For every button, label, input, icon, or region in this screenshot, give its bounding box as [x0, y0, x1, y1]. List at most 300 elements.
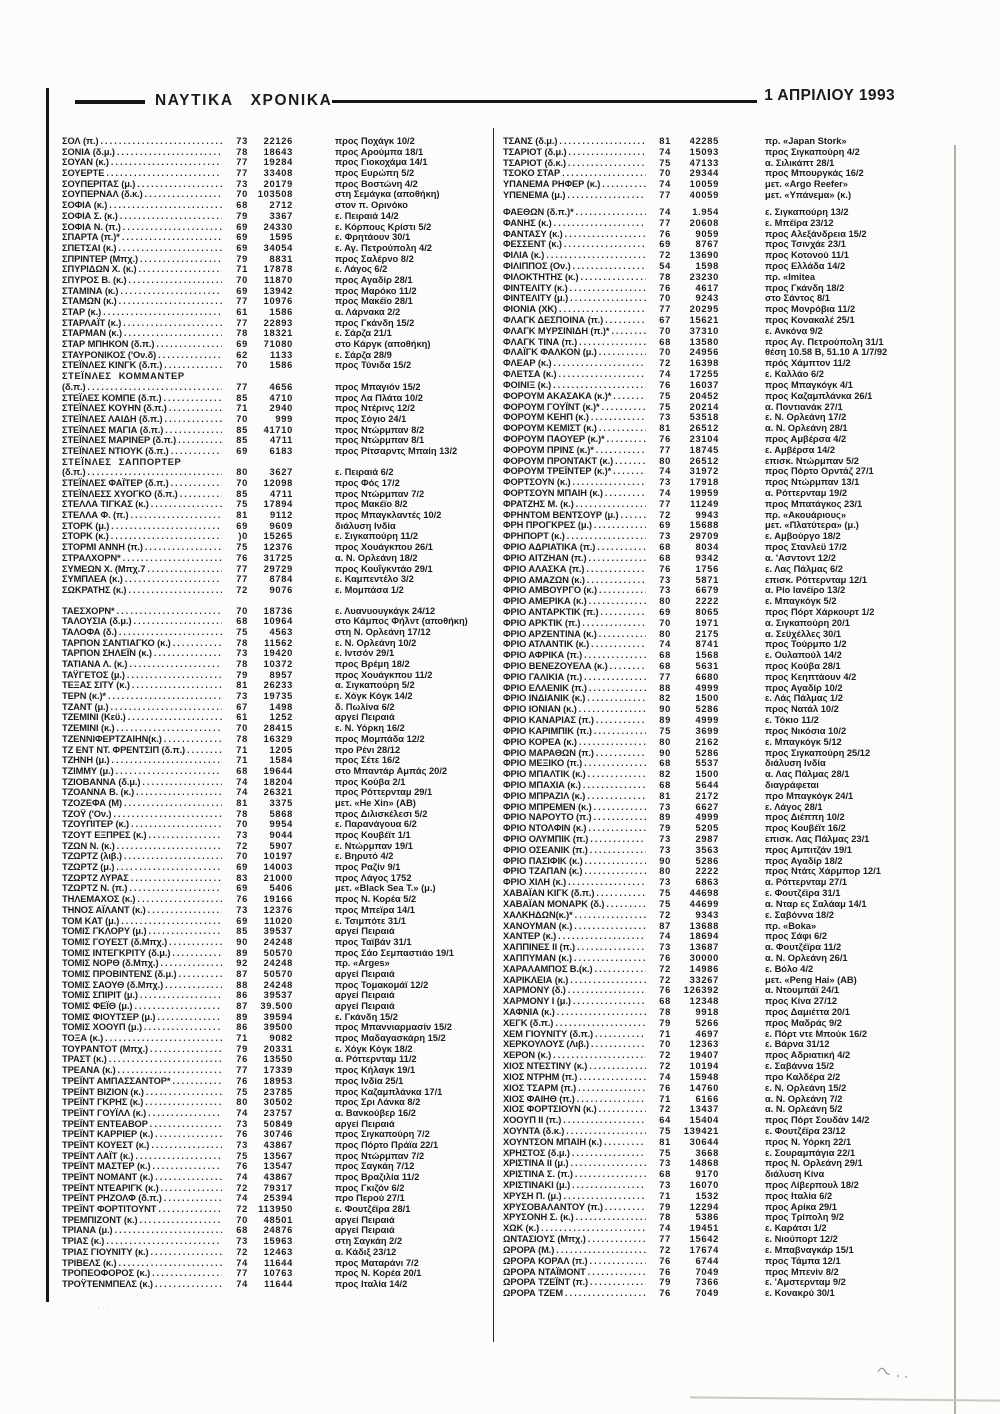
tonnage-cell: 5286 — [695, 747, 719, 758]
ship-name: ΤΑΫΓΕΤΟΣ (μ.) — [62, 669, 125, 680]
tonnage-cell: 4656 — [269, 381, 293, 392]
tonnage-cell: 6183 — [269, 445, 293, 456]
tonnage-cell: 5868 — [269, 808, 293, 819]
tonnage-cell: 24248 — [263, 936, 293, 947]
year-cell: 72 — [659, 1104, 671, 1115]
tonnage-cell: 9112 — [270, 510, 293, 521]
ship-name: ΦΡΙΟ ΟΣΕΑΝΙΚ (π.) — [503, 844, 588, 855]
destination-cell: προς Ντώρμπαν 8/1 — [335, 435, 425, 446]
year-cell: 79 — [659, 823, 671, 834]
table-row — [62, 819, 494, 830]
tonnage-cell: 16398 — [689, 358, 719, 369]
tonnage-cell: 1205 — [269, 744, 293, 755]
tonnage-cell: 5266 — [695, 1017, 719, 1028]
year-cell: 73 — [236, 904, 248, 915]
table-row — [503, 1083, 943, 1094]
destination-cell: προς Μπαγκλαντές 10/2 — [335, 510, 442, 521]
ship-name: ΣΩΚΡΑΤΗΣ (κ.) — [62, 584, 127, 595]
tonnage-cell: 5406 — [269, 883, 293, 894]
year-cell: 72 — [659, 1061, 671, 1072]
ship-name: ΦΡΙΟ ΑΝΤΑΡΚΤΙΚ (π.) — [503, 606, 599, 617]
destination-cell: ε. Τόκιο 11/2 — [765, 715, 819, 726]
dot-leader — [561, 1115, 646, 1126]
table-row — [503, 564, 943, 575]
destination-cell: πρ. «Imitea — [765, 271, 816, 282]
table-row — [62, 712, 494, 723]
ship-name: ΤΡΕΪΝΤ ΑΜΠΑΣΣΑΝΤΟΡ* — [62, 1075, 171, 1086]
dot-leader — [129, 873, 222, 884]
table-row — [503, 780, 943, 791]
destination-cell: α. Ρόττερνταμ 19/2 — [765, 488, 848, 498]
year-cell: 77 — [236, 1268, 248, 1279]
dot-leader — [575, 942, 646, 953]
table-row — [62, 894, 494, 905]
destination-cell: προς Ν. Κορέα 5/2 — [335, 894, 417, 905]
tonnage-cell: 37310 — [689, 325, 719, 336]
ship-name: ΣΤΟΡΜΙ ΑΝΝΗ (π.) — [62, 542, 143, 553]
dot-leader — [119, 916, 222, 927]
tonnage-cell: 3367 — [269, 210, 293, 221]
ship-name: ΤΡΕΪΝΤ ΜΑΣΤΕΡ (κ.) — [62, 1161, 151, 1172]
section-gap — [62, 596, 494, 606]
table-row — [503, 985, 943, 996]
dot-leader — [121, 553, 222, 564]
table-row — [62, 841, 494, 852]
destination-cell: προ Καλδέρα 2/2 — [765, 1071, 841, 1082]
dot-leader — [151, 1161, 223, 1172]
year-cell: 90 — [659, 704, 671, 715]
table-row — [62, 553, 494, 564]
year-cell: 70 — [236, 723, 248, 734]
ship-name: ΧΙΟΣ ΦΟΡΤΣΙΟΥΝ (κ.) — [503, 1104, 597, 1115]
year-cell: 74 — [236, 1257, 248, 1268]
year-cell: 79 — [659, 1277, 671, 1288]
dot-leader — [557, 136, 646, 147]
dot-leader — [563, 1288, 646, 1299]
destination-cell: πρ. «Boka» — [765, 920, 817, 931]
destination-cell: προς Τρίπολη 9/2 — [765, 1212, 844, 1223]
year-cell: 71 — [236, 264, 248, 275]
tonnage-cell: 53518 — [689, 412, 719, 423]
dot-leader — [159, 958, 222, 969]
year-cell: 77 — [236, 168, 248, 179]
table-row — [503, 218, 943, 229]
destination-cell: προς Ματαράνι 7/2 — [335, 1257, 419, 1268]
dot-leader — [146, 1108, 222, 1119]
destination-cell: α. Σιλικάπτ 28/1 — [765, 157, 835, 168]
dot-leader — [104, 1236, 222, 1247]
ship-name: ΦΑΕΘΩΝ (δ.π.)* — [503, 206, 574, 217]
ship-name: ΦΡΙΟ ΚΑΝΑΡΙΑΣ (π.) — [503, 715, 594, 726]
table-row — [62, 1225, 494, 1236]
tonnage-cell: 24876 — [263, 1225, 293, 1236]
year-cell: 68 — [659, 650, 671, 661]
tonnage-cell: 17255 — [689, 369, 719, 380]
year-cell: 73 — [659, 531, 671, 542]
destination-cell: προς Μαδράς 9/2 — [765, 1017, 842, 1028]
tonnage-cell: 15265 — [263, 531, 293, 542]
dot-leader — [573, 910, 646, 921]
ship-name: ΧΑΦΝΙΑ (κ.) — [503, 1007, 555, 1017]
tonnage-cell: 42285 — [689, 136, 719, 146]
ship-name: ΧΙΟΣ ΤΣΑΡΜ (π.) — [503, 1082, 577, 1093]
destination-cell: α. Βανκούβερ 16/2 — [335, 1107, 416, 1118]
ship-name: ΧΑΒΑΪΑΝ ΚΙΓΚ (δ.π.) — [503, 888, 595, 899]
tonnage-cell: 15093 — [689, 146, 719, 157]
table-row — [503, 358, 943, 369]
table-row — [62, 638, 494, 649]
destination-cell: προς Χουάγκπου 11/2 — [335, 669, 433, 680]
dot-leader — [153, 1129, 222, 1140]
year-cell: 87 — [236, 968, 248, 979]
year-cell: 76 — [659, 379, 671, 390]
ship-name: ΣΤΑΡΛΑΪΤ (κ.) — [62, 317, 122, 328]
tonnage-cell: 26321 — [263, 787, 293, 798]
tonnage-cell: 40059 — [689, 190, 719, 201]
ship-name: ΦΙΝΤΕΛΙΤΥ (μ.) — [503, 293, 569, 304]
table-row — [62, 734, 494, 745]
destination-cell: προς Καζαμπλάνκα 17/1 — [335, 1086, 443, 1097]
dot-leader — [587, 683, 646, 694]
ship-name: ΧΙΟΣ ΦΑΙΗΘ (π.) — [503, 1093, 575, 1104]
year-cell: 68 — [659, 542, 671, 553]
destination-cell: στο Σάντος 8/1 — [765, 293, 830, 304]
table-row — [503, 283, 943, 294]
table-row — [62, 1129, 494, 1140]
table-row — [503, 975, 943, 986]
dot-leader — [551, 380, 646, 391]
destination-cell: προς Καζαμπλάνκα 26/1 — [765, 390, 873, 401]
destination-cell: προς Τύνιδα 15/2 — [335, 360, 412, 371]
ship-name: ΣΤΕΪΝΛΕΣ ΜΑΡΙΝΕΡ (δ.π.) — [62, 435, 177, 446]
ship-name: ΤΡΑΣΤ (κ.) — [62, 1054, 107, 1065]
tonnage-cell: 13687 — [689, 942, 719, 953]
table-row — [62, 670, 494, 681]
table-row — [503, 888, 943, 899]
destination-cell: αργεί Πειραιά — [335, 990, 395, 1001]
dot-leader — [107, 200, 222, 211]
tonnage-cell: 50849 — [263, 1118, 293, 1129]
tonnage-cell: 39.500 — [260, 1001, 293, 1011]
destination-cell: πρός Χάμπτον 11/2 — [765, 358, 851, 369]
table-row — [62, 371, 494, 382]
table-row — [503, 1223, 943, 1234]
ship-name: ΥΠΕΝΕΜΑ (μ.) — [503, 190, 566, 201]
year-cell: 64 — [659, 1115, 671, 1126]
year-cell: 76 — [236, 1075, 248, 1086]
tonnage-cell: 39500 — [263, 1022, 293, 1033]
left-page-border — [46, 88, 49, 1302]
year-cell: 76 — [236, 1161, 248, 1172]
dot-leader — [117, 1258, 223, 1269]
dot-leader — [135, 179, 222, 190]
dot-leader — [567, 147, 646, 158]
dot-leader — [598, 607, 646, 618]
dot-leader — [126, 585, 222, 596]
destination-cell: ε. Αγ. Πετρούπολη 4/2 — [335, 242, 432, 253]
table-row — [503, 1039, 943, 1050]
table-row — [503, 1191, 943, 1202]
year-cell: 70 — [236, 413, 248, 424]
table-row — [503, 1245, 943, 1256]
ship-name: ΦΡΙΟ ΜΠΡΕΜΕΝ (κ.) — [503, 801, 592, 812]
tonnage-cell: 24248 — [263, 979, 293, 990]
destination-cell: α. Κάδιξ 23/12 — [335, 1246, 397, 1257]
tonnage-cell: 39594 — [263, 1011, 293, 1022]
dot-leader — [586, 553, 646, 564]
dot-leader — [544, 250, 646, 261]
tonnage-cell: 12376 — [263, 904, 293, 915]
ship-name: ΣΤΕΪΝΛΕΣ ΜΑΓΙΑ (δ.π.) — [62, 424, 164, 435]
table-row — [62, 222, 494, 233]
tonnage-cell: 26512 — [689, 423, 719, 434]
year-cell: 73 — [236, 1118, 248, 1129]
destination-cell: προς Μομπάδα 12/2 — [335, 733, 425, 744]
table-row — [503, 921, 943, 932]
ship-name: ΤΟΜΙΣ ΠΡΟΒΙΝΤΕΝΣ (δ.μ.) — [62, 968, 177, 979]
ship-name: ΤΖΗΝΗ (μ.) — [62, 755, 110, 766]
fleet-list-column-1 — [62, 136, 494, 1290]
dot-leader — [539, 1223, 646, 1234]
tonnage-cell: 9170 — [695, 1169, 719, 1180]
dot-leader — [593, 1029, 646, 1040]
ship-name: ΧΑΡΙΚΛΕΙΑ (κ.) — [503, 974, 569, 985]
ship-name: ΦΡΙΟ ΑΡΖΕΝΤΙΝΑ (κ.) — [503, 628, 597, 639]
year-cell: 79 — [236, 1043, 248, 1054]
ship-name: ΣΟΥΑΝ (κ.) — [62, 157, 109, 168]
dot-leader — [125, 670, 222, 681]
tonnage-cell: 8065 — [695, 606, 719, 617]
destination-cell: προς Χουάγκπου 26/1 — [335, 542, 433, 553]
dot-leader — [594, 445, 646, 456]
year-cell: 75 — [236, 542, 248, 553]
year-cell: 69 — [236, 339, 248, 350]
year-cell: 71 — [659, 1028, 671, 1039]
dot-leader — [586, 823, 646, 834]
destination-cell: στο Κάμπος Φήλντ (αποθήκη) — [335, 616, 468, 627]
ship-name: ΣΤΑΡ (κ.) — [62, 307, 102, 317]
dot-leader — [162, 1193, 222, 1204]
dot-leader — [595, 542, 646, 553]
destination-cell: ε. Κονακρύ 30/1 — [765, 1288, 835, 1299]
year-cell: 85 — [236, 488, 248, 499]
tonnage-cell: 19451 — [689, 1223, 719, 1234]
table-row — [62, 296, 494, 307]
destination-cell: ε. Λάγος 6/2 — [335, 264, 388, 275]
ship-name: ΣΤΕΪΝΛΕΣ ΚΟΥΗΝ (δ.π.) — [62, 403, 167, 414]
year-cell: 89 — [659, 812, 671, 823]
ship-name: ΦΡΗ ΠΡΟΓΚΡΕΣ (μ.) — [503, 520, 592, 531]
ship-name: ΤΡΟΫΤΕΝΜΠΕΛΣ (κ.) — [62, 1278, 153, 1289]
tonnage-cell: 9044 — [269, 830, 293, 840]
table-row — [62, 1097, 494, 1108]
ship-name: ΦΡΙΟ ΜΑΡΑΘΩΝ (π.) — [503, 747, 594, 758]
year-cell: 80 — [659, 736, 671, 747]
dot-leader — [597, 423, 646, 434]
destination-cell: α. Νταρ ες Σαλάαμ 14/1 — [765, 898, 867, 909]
dot-leader — [560, 168, 646, 179]
dot-leader — [582, 758, 646, 769]
ship-name: ΧΑΡΜΟΝΥ (δ.) — [503, 985, 566, 996]
tonnage-cell: 39537 — [263, 926, 293, 937]
table-row — [62, 1065, 494, 1076]
table-row — [503, 748, 943, 759]
ship-name: ΦΡΙΟ ΚΟΡΕΑ (κ.) — [503, 736, 577, 747]
dot-leader — [117, 627, 222, 638]
table-row — [503, 229, 943, 240]
year-cell: 78 — [236, 808, 248, 819]
destination-cell: προς Βοστώνη 4/2 — [335, 178, 418, 189]
dot-leader — [557, 304, 646, 315]
tonnage-cell: 4711 — [270, 488, 293, 499]
dot-leader — [572, 953, 646, 964]
ship-name: ΤΖΩΝ Ν. (κ.) — [62, 840, 115, 851]
tonnage-cell: 9343 — [695, 909, 719, 920]
year-cell: 74 — [659, 146, 671, 157]
ship-name: ΤΖΑΝΤ (μ.) — [62, 701, 109, 712]
year-cell: 73 — [236, 691, 248, 702]
tonnage-cell: 1133 — [270, 349, 293, 360]
tonnage-cell: 29344 — [689, 168, 719, 179]
ship-name: ΣΠΕΤΣΑΙ (κ.) — [62, 242, 117, 253]
table-row — [503, 639, 943, 650]
year-cell: 73 — [659, 1158, 671, 1169]
destination-cell: ε. Ιντσόν 29/1 — [335, 648, 395, 659]
tonnage-cell: 71080 — [263, 339, 293, 350]
dot-leader — [103, 1033, 222, 1044]
tonnage-cell: 20214 — [689, 401, 719, 412]
destination-cell: ε. Νιούπορτ 12/2 — [765, 1234, 838, 1245]
dot-leader — [167, 937, 222, 948]
dot-leader — [131, 616, 222, 627]
destination-cell: μετ. «Πλατύτερα» (μ.) — [765, 520, 859, 531]
tonnage-cell: 5537 — [695, 758, 719, 769]
tonnage-cell: 17878 — [263, 264, 293, 275]
year-cell: 86 — [236, 1022, 248, 1033]
dot-leader — [137, 1215, 222, 1226]
table-row — [62, 243, 494, 254]
ship-name: ΦΡΙΟ ΙΝΔΙΑΝΙΚ (κ.) — [503, 693, 586, 704]
table-row — [503, 1202, 943, 1213]
destination-cell: ε. Βάρνα 31/12 — [765, 1039, 830, 1050]
destination-cell: ε. Λάγος 28/1 — [765, 801, 823, 812]
ship-name: ΤΗΝΟΣ ΑΪΛΑΝΤ (κ.) — [62, 904, 146, 915]
ship-name: ΦΡΗΠΟΡΤ (κ.) — [503, 531, 565, 542]
table-row — [62, 1215, 494, 1226]
destination-cell: προς Σαγκάη 7/12 — [335, 1161, 415, 1172]
ship-name: ΧΑΒΑΪΑΝ ΜΟΝΑΡΚ (δ.) — [503, 898, 605, 909]
destination-cell: διάλυση Ινδία — [765, 758, 826, 769]
tonnage-cell: 18953 — [263, 1075, 293, 1086]
year-cell: 71 — [236, 403, 248, 414]
year-cell: 68 — [236, 765, 248, 776]
destination-cell: προς Γκιζόν 6/2 — [335, 1182, 405, 1193]
tonnage-cell: 6679 — [695, 585, 719, 596]
destination-cell: αργεί Πειραιά — [335, 1118, 395, 1129]
table-row — [503, 877, 943, 888]
ship-name: ΦΛΑΓΚ ΤΙΝΑ (π.) — [503, 336, 578, 347]
dot-leader — [587, 1061, 646, 1072]
destination-cell: αργεί Πειραιά — [335, 926, 395, 937]
dot-leader — [115, 723, 222, 734]
dot-leader — [109, 521, 222, 532]
year-cell: 82 — [659, 693, 671, 704]
destination-cell: προς Τούρμπο 1/2 — [765, 639, 847, 650]
year-cell: 70 — [659, 617, 671, 628]
table-row — [503, 823, 943, 834]
table-row — [62, 393, 494, 404]
dot-leader — [571, 996, 646, 1007]
ship-name: ΤΖΩΡΤΖ (λιβ.) — [62, 851, 122, 862]
destination-cell: προς Σαλέρνο 8/2 — [335, 253, 414, 264]
year-cell: 81 — [236, 510, 248, 521]
ship-name: ΦΙΛΟΚΤΗΤΗΣ (κ.) — [503, 271, 579, 282]
tonnage-cell: 9243 — [695, 293, 719, 304]
year-cell: 73 — [236, 136, 248, 146]
year-cell: 77 — [659, 671, 671, 682]
tonnage-cell: 1498 — [269, 701, 293, 712]
destination-cell: προς Μπεϊρα 14/1 — [335, 904, 415, 915]
year-cell: 78 — [659, 1212, 671, 1223]
table-row — [503, 1061, 943, 1072]
tonnage-cell: 9342 — [695, 552, 719, 563]
year-cell: 68 — [236, 1225, 248, 1236]
tonnage-cell: 16329 — [263, 733, 293, 744]
ship-name: ΤΣΑΝΣ (δ.μ.) — [503, 136, 558, 146]
tonnage-cell: 33267 — [689, 974, 719, 985]
year-cell: 72 — [659, 358, 671, 369]
tonnage-cell: 5286 — [695, 704, 719, 715]
destination-cell: α. Σιγκαπούρη 20/1 — [765, 617, 850, 628]
dot-leader — [562, 1191, 646, 1202]
tonnage-cell: 4710 — [269, 392, 293, 403]
ship-name: ΣΤΕΪΛΕΣ ΚΟΜΠΕ (δ.π.) — [62, 392, 162, 403]
ship-name: ΦΟΡΟΥΜ ΠΡΙΝΣ (κ.)* — [503, 444, 594, 455]
ship-name: ΤΟΜ ΚΑΤ (μ.) — [62, 915, 120, 926]
tonnage-cell: 9943 — [695, 509, 719, 520]
destination-cell: ε. 'Αμστερνταμ 9/2 — [765, 1277, 846, 1288]
destination-cell: ε. Σουραμπάγια 22/1 — [765, 1147, 856, 1158]
year-cell: 73 — [236, 830, 248, 840]
destination-cell: προς Ντέρινς 12/2 — [335, 403, 416, 414]
header-rule — [332, 100, 757, 103]
dot-leader — [592, 520, 646, 531]
dot-leader — [574, 207, 646, 218]
table-row — [62, 350, 494, 361]
table-row — [62, 723, 494, 734]
year-cell: 72 — [659, 250, 671, 261]
year-cell: 76 — [236, 894, 248, 905]
tonnage-cell: 13550 — [263, 1054, 293, 1065]
tonnage-cell: 50570 — [263, 947, 293, 958]
ship-name: ΦΡΙΟ ΜΠΑΧΙΑ (κ.) — [503, 779, 581, 790]
ship-name: ΣΤΟΡΚ (μ.) — [62, 520, 110, 531]
tonnage-cell: 6680 — [695, 671, 719, 682]
tonnage-cell: 79317 — [263, 1182, 293, 1193]
table-row — [62, 275, 494, 286]
dot-leader — [118, 286, 222, 297]
table-row — [62, 1140, 494, 1151]
destination-cell: αργεί Πειραιά — [335, 1225, 395, 1236]
destination-cell: α. Ν. Ορλεάνη 26/1 — [765, 952, 848, 963]
table-row — [503, 477, 943, 488]
year-cell: 85 — [236, 926, 248, 937]
table-row — [62, 425, 494, 436]
tonnage-cell: 2162 — [695, 736, 719, 747]
year-cell: 72 — [659, 909, 671, 920]
year-cell: 69 — [659, 239, 671, 250]
year-cell: )0 — [238, 531, 248, 542]
